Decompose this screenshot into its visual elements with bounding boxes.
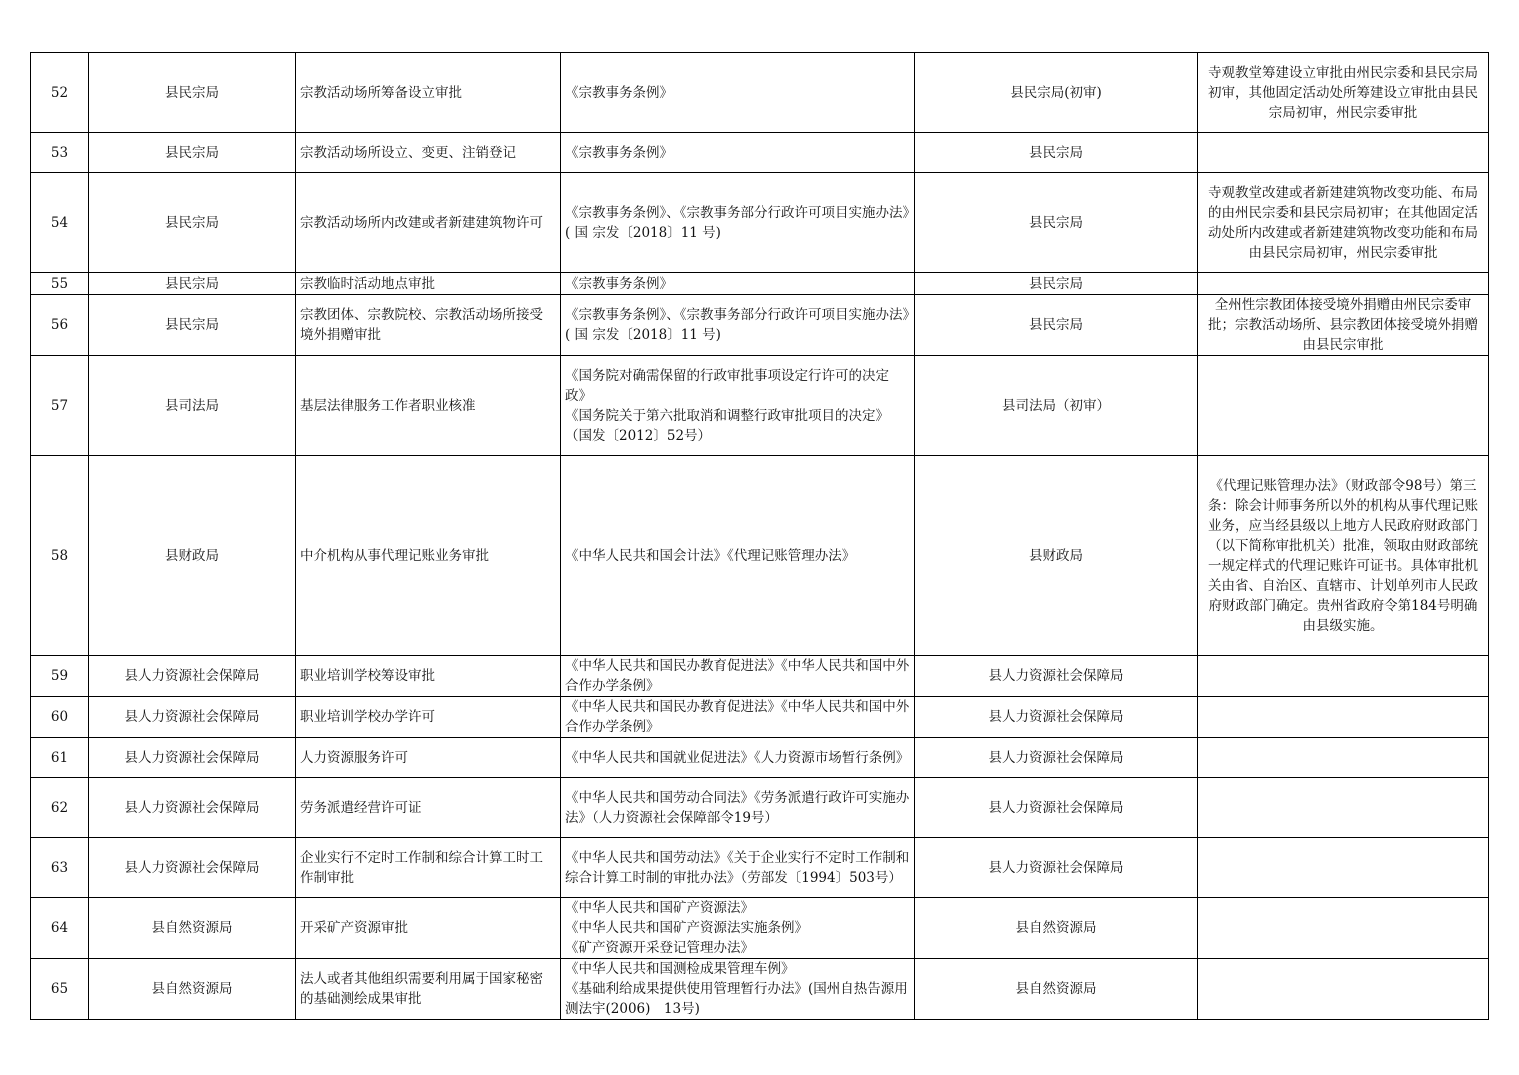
implementing-body-cell: 县司法局（初审）	[915, 356, 1198, 456]
department-cell: 县人力资源社会保障局	[89, 656, 296, 697]
remarks-cell	[1198, 838, 1489, 898]
remarks-cell: 全州性宗教团体接受境外捐赠由州民宗委审批；宗教活动场所、县宗教团体接受境外捐赠由县民宗审批	[1198, 295, 1489, 356]
remarks-cell	[1198, 959, 1489, 1020]
table-row	[31, 295, 1489, 356]
approval-item-cell: 法人或者其他组织需要利用属于国家秘密的基础测绘成果审批	[296, 959, 561, 1020]
approval-item-cell: 宗教活动场所筹备设立审批	[296, 53, 561, 133]
row-number: 52	[31, 53, 89, 133]
department-cell: 县人力资源社会保障局	[89, 738, 296, 778]
table-row	[31, 173, 1489, 273]
row-number: 61	[31, 738, 89, 778]
remarks-cell	[1198, 656, 1489, 697]
remarks-cell	[1198, 356, 1489, 456]
approval-item-cell: 劳务派遣经营许可证	[296, 778, 561, 838]
implementing-body-cell: 县民宗局	[915, 173, 1198, 273]
table-row	[31, 898, 1489, 959]
row-number: 60	[31, 697, 89, 738]
table-row	[31, 656, 1489, 697]
approval-item-cell: 宗教活动场所设立、变更、注销登记	[296, 133, 561, 173]
department-cell: 县民宗局	[89, 173, 296, 273]
remarks-cell	[1198, 898, 1489, 959]
legal-basis-cell: 《宗教事务条例》	[561, 53, 915, 133]
row-number: 53	[31, 133, 89, 173]
remarks-cell: 《代理记账管理办法》（财政部令98号）第三条：除会计师事务所以外的机构从事代理记账业务，应当经县级以上地方人民政府财政部门（以下简称审批机关）批准，领取由财政部统一规定样式的代理记账许可证书。具体审批机关由省、自治区、直辖市、计划单列市人民政府财政部门确定。贵州省政府令第184号明确由县级实施。	[1198, 456, 1489, 656]
remarks-cell	[1198, 133, 1489, 173]
legal-basis-cell: 《中华人民共和国就业促进法》《人力资源市场暂行条例》	[561, 738, 915, 778]
legal-basis-cell: 《宗教事务条例》、《宗教事务部分行政许可项目实施办法》( 国 宗发〔2018〕11 号)	[561, 173, 915, 273]
approval-item-cell: 宗教临时活动地点审批	[296, 273, 561, 295]
table-row	[31, 133, 1489, 173]
legal-basis-cell: 《中华人民共和国会计法》《代理记账管理办法》	[561, 456, 915, 656]
table-row	[31, 838, 1489, 898]
row-number: 54	[31, 173, 89, 273]
legal-basis-cell: 《中华人民共和国民办教育促进法》《中华人民共和国中外合作办学条例》	[561, 656, 915, 697]
row-number: 57	[31, 356, 89, 456]
implementing-body-cell: 县人力资源社会保障局	[915, 738, 1198, 778]
approval-items-table	[30, 52, 1489, 1020]
table-row	[31, 738, 1489, 778]
implementing-body-cell: 县自然资源局	[915, 898, 1198, 959]
implementing-body-cell: 县民宗局	[915, 295, 1198, 356]
approval-item-cell: 基层法律服务工作者职业核准	[296, 356, 561, 456]
implementing-body-cell: 县民宗局(初审)	[915, 53, 1198, 133]
table-row	[31, 356, 1489, 456]
table-row	[31, 273, 1489, 295]
table-row	[31, 53, 1489, 133]
legal-basis-cell: 《中华人民共和国测检成果管理车例》 《基础利给成果提供使用管理暂行办法》(国州自热告源用测法宇(2006) 13号)	[561, 959, 915, 1020]
row-number: 55	[31, 273, 89, 295]
legal-basis-cell: 《宗教事务条例》、《宗教事务部分行政许可项目实施办法》( 国 宗发〔2018〕11 号)	[561, 295, 915, 356]
table-body	[31, 53, 1489, 1020]
implementing-body-cell: 县人力资源社会保障局	[915, 838, 1198, 898]
table-row	[31, 697, 1489, 738]
row-number: 65	[31, 959, 89, 1020]
implementing-body-cell: 县自然资源局	[915, 959, 1198, 1020]
legal-basis-cell: 《中华人民共和国民办教育促进法》《中华人民共和国中外合作办学条例》	[561, 697, 915, 738]
remarks-cell: 寺观教堂筹建设立审批由州民宗委和县民宗局初审，其他固定活动处所筹建设立审批由县民宗局初审，州民宗委审批	[1198, 53, 1489, 133]
approval-item-cell: 人力资源服务许可	[296, 738, 561, 778]
department-cell: 县财政局	[89, 456, 296, 656]
department-cell: 县自然资源局	[89, 959, 296, 1020]
row-number: 62	[31, 778, 89, 838]
table-row	[31, 456, 1489, 656]
row-number: 58	[31, 456, 89, 656]
department-cell: 县民宗局	[89, 53, 296, 133]
remarks-cell	[1198, 273, 1489, 295]
department-cell: 县人力资源社会保障局	[89, 697, 296, 738]
department-cell: 县人力资源社会保障局	[89, 838, 296, 898]
implementing-body-cell: 县财政局	[915, 456, 1198, 656]
implementing-body-cell: 县民宗局	[915, 273, 1198, 295]
approval-item-cell: 企业实行不定时工作制和综合计算工时工作制审批	[296, 838, 561, 898]
table-row	[31, 778, 1489, 838]
department-cell: 县自然资源局	[89, 898, 296, 959]
table-row	[31, 959, 1489, 1020]
legal-basis-cell: 《中华人民共和国劳动法》《关于企业实行不定时工作制和综合计算工时制的审批办法》（劳部发〔1994〕503号）	[561, 838, 915, 898]
legal-basis-cell: 《宗教事务条例》	[561, 273, 915, 295]
implementing-body-cell: 县人力资源社会保障局	[915, 778, 1198, 838]
row-number: 59	[31, 656, 89, 697]
remarks-cell	[1198, 738, 1489, 778]
remarks-cell: 寺观教堂改建或者新建建筑物改变功能、布局的由州民宗委和县民宗局初审；在其他固定活动处所内改建或者新建建筑物改变功能和布局由县民宗局初审，州民宗委审批	[1198, 173, 1489, 273]
row-number: 64	[31, 898, 89, 959]
approval-item-cell: 宗教团体、宗教院校、宗教活动场所接受境外捐赠审批	[296, 295, 561, 356]
remarks-cell	[1198, 778, 1489, 838]
department-cell: 县司法局	[89, 356, 296, 456]
approval-item-cell: 职业培训学校办学许可	[296, 697, 561, 738]
implementing-body-cell: 县人力资源社会保障局	[915, 656, 1198, 697]
department-cell: 县民宗局	[89, 133, 296, 173]
approval-item-cell: 宗教活动场所内改建或者新建建筑物许可	[296, 173, 561, 273]
legal-basis-cell: 《宗教事务条例》	[561, 133, 915, 173]
implementing-body-cell: 县人力资源社会保障局	[915, 697, 1198, 738]
department-cell: 县民宗局	[89, 273, 296, 295]
implementing-body-cell: 县民宗局	[915, 133, 1198, 173]
approval-item-cell: 职业培训学校筹设审批	[296, 656, 561, 697]
remarks-cell	[1198, 697, 1489, 738]
legal-basis-cell: 《国务院对确需保留的行政审批事项设定行许可的决定政》 《国务院关于第六批取消和调整行政审批项目的决定》 （国发〔2012〕52号）	[561, 356, 915, 456]
department-cell: 县民宗局	[89, 295, 296, 356]
department-cell: 县人力资源社会保障局	[89, 778, 296, 838]
row-number: 63	[31, 838, 89, 898]
legal-basis-cell: 《中华人民共和国劳动合同法》《劳务派遣行政许可实施办法》（人力资源社会保障部令19号）	[561, 778, 915, 838]
row-number: 56	[31, 295, 89, 356]
approval-item-cell: 中介机构从事代理记账业务审批	[296, 456, 561, 656]
legal-basis-cell: 《中华人民共和国矿产资源法》 《中华人民共和国矿产资源法实施条例》 《矿产资源开采登记管理办法》	[561, 898, 915, 959]
approval-item-cell: 开采矿产资源审批	[296, 898, 561, 959]
